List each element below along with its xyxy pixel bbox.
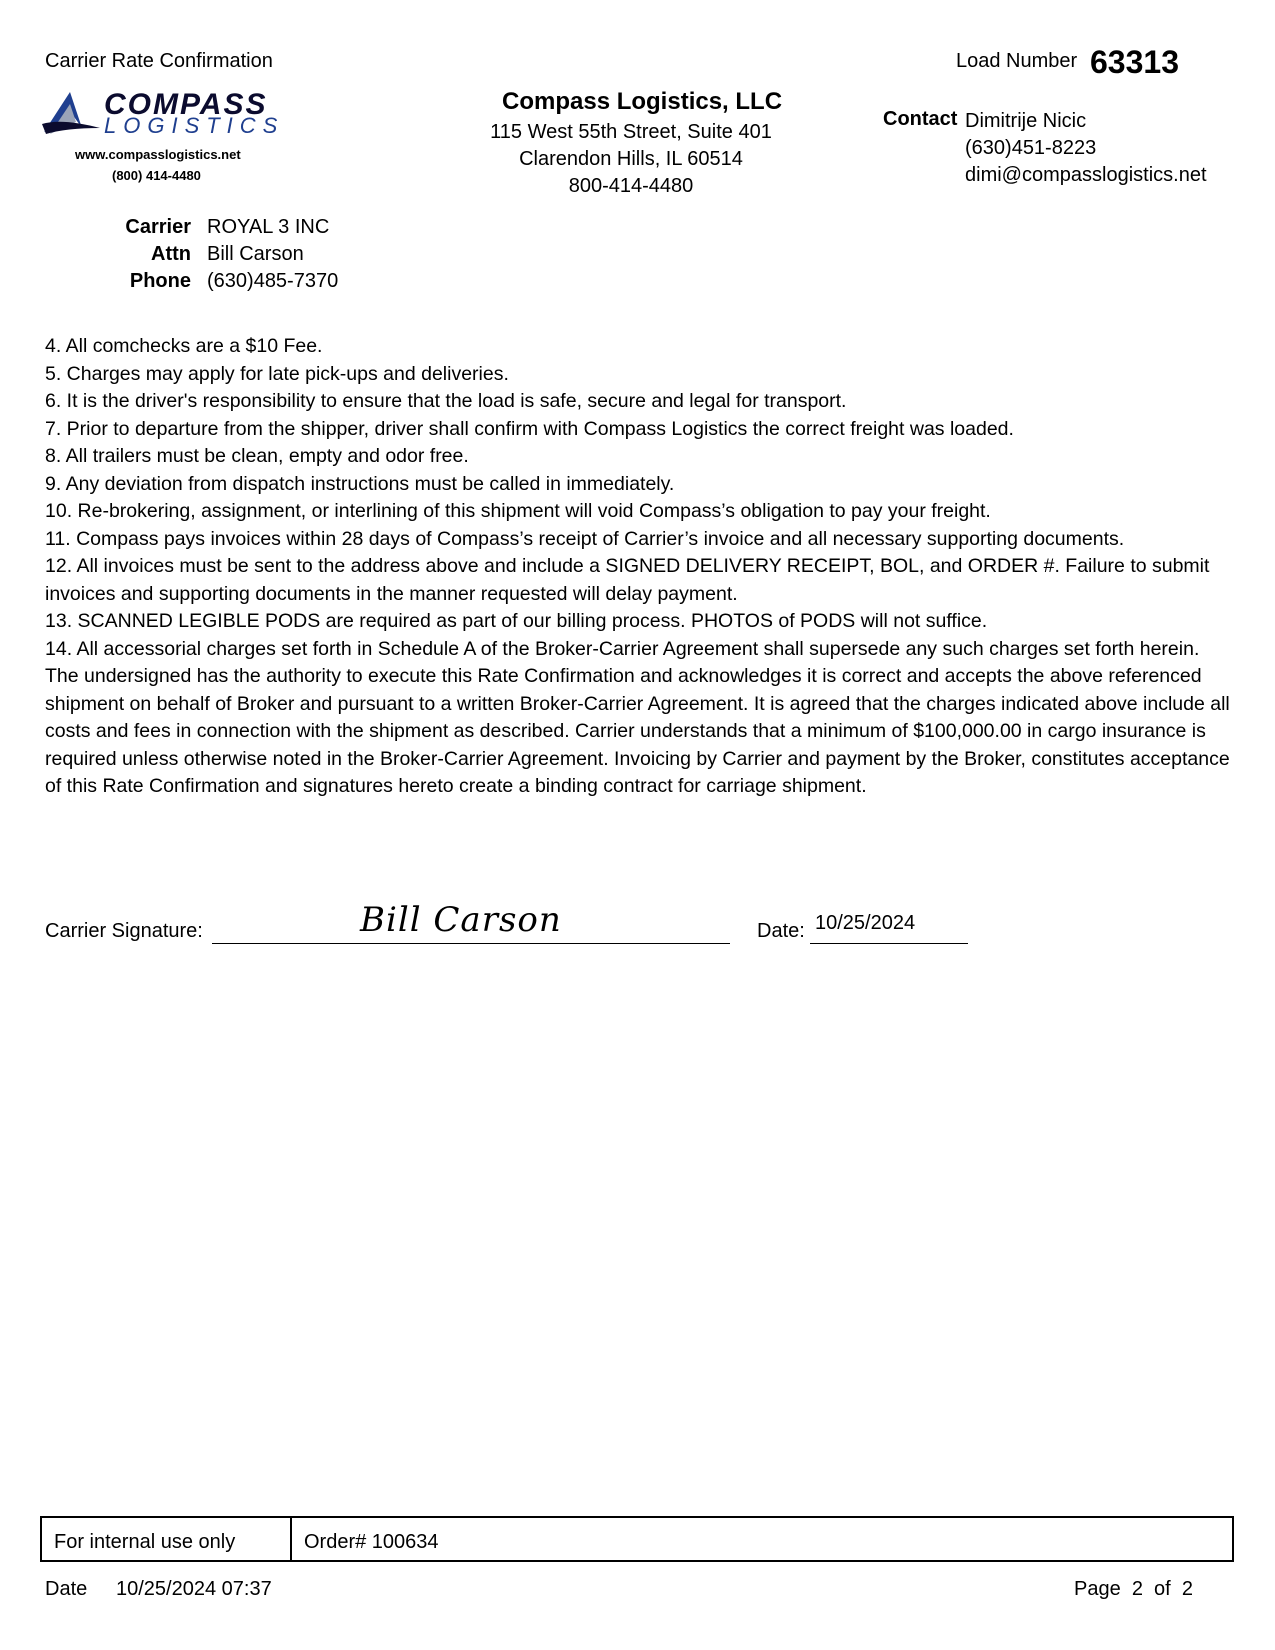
compass-logo-icon [42,88,104,138]
internal-use-label: For internal use only [42,1518,292,1560]
company-address [481,119,781,200]
signature-label: Carrier Signature: [45,920,203,942]
contact-name: Dimitrije Nicic [965,110,1087,132]
load-number: 63313 [1090,44,1179,80]
term-item: 5. Charges may apply for late pick-ups and deliveries. [45,362,509,385]
footer-date-label: Date [45,1578,88,1600]
order-number: Order# 100634 [304,1531,439,1553]
footer-box [40,1516,1234,1562]
footer-date: 10/25/2024 07:37 [116,1578,272,1600]
term-item: 6. It is the driver's responsibility to ensure that the load is safe, secure and legal for transport. [45,390,847,412]
carrier-row-label: Attn [151,243,191,265]
term-item: 10. Re-brokering, assignment, or interlining of this shipment will void Compass’s obligation to pay your freight. [45,500,991,522]
contact-label: Contact [883,108,958,130]
company-phone: 800-414-4480 [568,175,694,197]
contact-phone: (630)451-8223 [965,137,1097,159]
term-item: 14. All accessorial charges set forth in Schedule A of the Broker-Carrier Agreement shall supersede any such charges set forth herein. [45,637,1200,660]
logo-phone: (800) 414-4480 [112,168,201,183]
term-item: 8. All trailers must be clean, empty and odor free. [45,445,469,467]
logo-wordmark-top: COMPASS [104,88,268,121]
carrier-row-label: Carrier [125,216,191,238]
term-item: 7. Prior to departure from the shipper, driver shall confirm with Compass Logistics the correct freight was loaded. [45,417,1014,440]
carrier-row-value: Bill Carson [207,243,304,265]
carrier-row [45,241,338,268]
signature-date-label: Date: [757,920,805,942]
compass-logo [42,88,292,140]
logo-wordmark-bottom: LOGISTICS [104,113,285,138]
carrier-row-value: ROYAL 3 INC [207,216,330,238]
company-name: Compass Logistics, LLC [502,88,783,115]
term-item: 11. Compass pays invoices within 28 days of Compass’s receipt of Carrier’s invoice and all necessary supporting documents. [45,527,1125,550]
carrier-info [45,214,338,295]
signature: Bill Carson [360,900,562,940]
page-indicator: Page 2 of 2 [1074,1578,1193,1600]
carrier-row-value: (630)485-7370 [207,270,339,292]
signature-date-line[interactable] [810,943,968,944]
contact-email: dimi@compasslogistics.net [965,164,1207,186]
load-number-label: Load Number [956,50,1078,72]
signature-line[interactable] [212,943,730,944]
company-address-line1: 115 West 55th Street, Suite 401 [490,121,772,143]
signature-date: 10/25/2024 [815,912,916,934]
term-item: 9. Any deviation from dispatch instructions must be called in immediately. [45,472,675,495]
term-item: 13. SCANNED LEGIBLE PODS are required as part of our billing process. PHOTOS of PODS will not suffice. [45,610,988,632]
contact-details [965,108,1207,189]
carrier-row [45,214,338,241]
document-title: Carrier Rate Confirmation [45,50,273,72]
carrier-row-label: Phone [129,270,191,292]
term-item: 4. All comchecks are a $10 Fee. [45,335,323,357]
logo-website: www.compasslogistics.net [75,147,241,162]
acceptance-paragraph: The undersigned has the authority to execute this Rate Confirmation and acknowledges it is correct and accepts the above referenced shipment on behalf of Broker and pursuant to a written Broker-Carrier Agreement. It is agreed that the charges indicated above include all costs and fees in connection with the shipment as described. Carrier understands that a minimum of $100,000.00 in cargo insurance is required unless otherwise noted in the Broker-Carrier Agreement. Invoicing by Carrier and payment by the Broker, constitutes acceptance of this Rate Confirmation and signatures hereto create a binding contract for carriage shipment. [45,665,1230,797]
carrier-row [45,268,338,295]
terms-list [45,333,1230,801]
company-address-line2: Clarendon Hills, IL 60514 [519,148,743,170]
term-item: 12. All invoices must be sent to the address above and include a SIGNED DELIVERY RECEIPT, BOL, and ORDER #. Failure to submit invoices and supporting documents in the manner requested will delay payment. [45,555,1210,605]
